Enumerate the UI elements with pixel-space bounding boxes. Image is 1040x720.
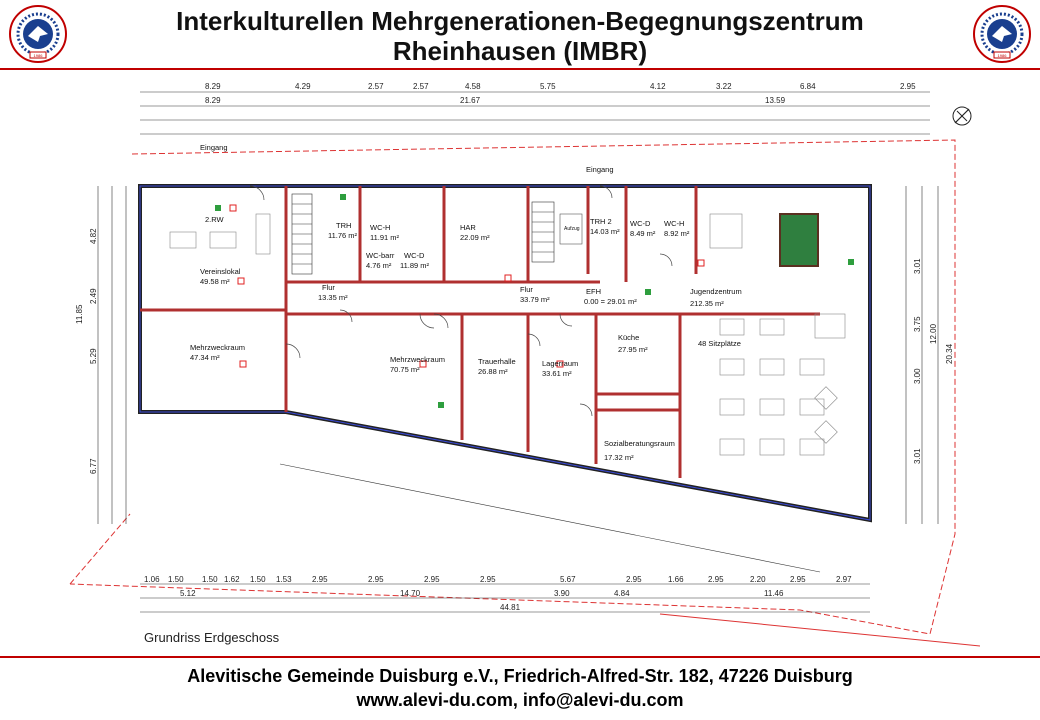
building-outline — [140, 186, 870, 520]
dim-bottom-13: 1.66 — [668, 575, 684, 584]
logo-year: 1986 — [33, 53, 43, 58]
room-trauerhalle-name: Trauerhalle — [478, 357, 516, 366]
footer-address: Alevitische Gemeinde Duisburg e.V., Friedrich-Alfred-Str. 182, 47226 Duisburg — [187, 666, 853, 686]
room-flur2-name: Flur — [520, 285, 533, 294]
entrance-label: Eingang — [200, 143, 228, 152]
room-kueche-area: 27.95 m² — [618, 345, 648, 354]
room-mehrzweck1-name: Mehrzweckraum — [190, 343, 246, 352]
dim-bottom-mid-5: 11.46 — [764, 589, 784, 598]
room-efh-area: 0.00 = 29.01 m² — [584, 297, 637, 306]
room-wcbarr-name: WC-barr — [366, 251, 395, 260]
room-flur1-name: Flur — [322, 283, 335, 292]
dim-bottom-mid-2: 14.70 — [400, 589, 421, 598]
aufzug-label: Aufzug — [564, 226, 580, 232]
dim-right-3: 3.00 — [913, 368, 922, 384]
room-har-name: HAR — [460, 223, 476, 232]
plan-caption: Grundriss Erdgeschoss — [144, 630, 280, 645]
north-arrow-icon — [953, 107, 971, 125]
dim-right-4: 3.01 — [913, 448, 922, 464]
dim-bottom-4: 1.62 — [224, 575, 240, 584]
bottom-dimension-labels — [144, 575, 852, 612]
dim-top-6: 5.75 — [540, 82, 556, 91]
dim-bottom-2: 1.50 — [168, 575, 184, 584]
room-sozial-area: 17.32 m² — [604, 453, 634, 462]
room-trh-name: TRH — [336, 221, 352, 230]
dim-bottom-6: 1.53 — [276, 575, 292, 584]
seats-label: 48 Sitzplätze — [698, 339, 741, 348]
dim-top-8: 3.22 — [716, 82, 732, 91]
right-dimension-labels — [913, 258, 954, 464]
dim-top-row2-1: 8.29 — [205, 96, 221, 105]
dim-top-3: 2.57 — [368, 82, 384, 91]
room-lager-name: Lagerraum — [542, 359, 579, 368]
dim-bottom-5: 1.50 — [250, 575, 266, 584]
entrance2-label: Eingang — [586, 165, 614, 174]
dim-bottom-16: 2.95 — [790, 575, 806, 584]
room-wch2-area: 8.92 m² — [664, 229, 690, 238]
room-flur2-area: 33.79 m² — [520, 295, 550, 304]
room-sozial-name: Sozialberatungsraum — [604, 439, 675, 448]
footer-divider — [0, 656, 1040, 658]
room-trauerhalle-area: 26.88 m² — [478, 367, 508, 376]
header-divider — [0, 68, 1040, 70]
room-trh-area: 11.76 m² — [328, 231, 358, 240]
room-lager-area: 33.61 m² — [542, 369, 572, 378]
dim-bottom-mid-4: 4.84 — [614, 589, 630, 598]
dim-top-2: 4.29 — [295, 82, 311, 91]
dim-bottom-15: 2.20 — [750, 575, 766, 584]
right-dimension-lines — [906, 186, 938, 524]
dim-bottom-8: 2.95 — [368, 575, 384, 584]
sewer-line — [660, 614, 980, 646]
dim-bottom-10: 2.95 — [480, 575, 496, 584]
room-wcd-name: WC-D — [404, 251, 425, 260]
dim-left-5: 11.85 — [75, 304, 84, 324]
room-mehrzweck2-name: Mehrzweckraum — [390, 355, 446, 364]
left-dimension-labels — [75, 228, 98, 474]
room-wch-name: WC-H — [370, 223, 391, 232]
dim-top-7: 4.12 — [650, 82, 666, 91]
left-dimension-lines — [98, 186, 126, 524]
room-efh-name: EFH — [586, 287, 601, 296]
dim-top-1: 8.29 — [205, 82, 221, 91]
dim-top-total: 21.67 — [460, 96, 481, 105]
dim-right-2: 3.75 — [913, 316, 922, 332]
floor-plan — [60, 74, 980, 658]
room-jugend-name: Jugendzentrum — [690, 287, 742, 296]
room-vereinslokal-name: Vereinslokal — [200, 267, 241, 276]
dim-bottom-17: 2.97 — [836, 575, 852, 584]
room-flur1-area: 13.35 m² — [318, 293, 348, 302]
dim-top-4: 2.57 — [413, 82, 429, 91]
dim-right-total: 20.34 — [945, 343, 954, 364]
dim-bottom-mid-3: 3.90 — [554, 589, 570, 598]
dim-top-5: 4.58 — [465, 82, 481, 91]
page-title-line2: Rheinhausen (IMBR) — [392, 36, 648, 66]
rw-label-1: 2.RW — [205, 215, 224, 224]
dim-bottom-14: 2.95 — [708, 575, 724, 584]
footer-contact: www.alevi-du.com, info@alevi-du.com — [356, 690, 684, 710]
room-wcd2-area: 8.49 m² — [630, 229, 656, 238]
dim-left-2: 2.49 — [89, 288, 98, 304]
dim-top-10: 2.95 — [900, 82, 916, 91]
billiard-table-icon — [780, 214, 818, 266]
dim-right-mid: 12.00 — [929, 323, 938, 344]
page-title-line1: Interkulturellen Mehrgenerationen-Begegnungszentrum — [176, 6, 864, 36]
dim-bottom-3: 1.50 — [202, 575, 218, 584]
room-jugend-area: 212.35 m² — [690, 299, 724, 308]
dim-bottom-7: 2.95 — [312, 575, 328, 584]
room-mehrzweck2-area: 70.75 m² — [390, 365, 420, 374]
room-vereinslokal-area: 49.58 m² — [200, 277, 230, 286]
top-dimension-lines — [140, 92, 930, 134]
room-wcbarr-area: 4.76 m² — [366, 261, 392, 270]
room-wch-area: 11.91 m² — [370, 233, 400, 242]
room-wcd-area: 11.89 m² — [400, 261, 430, 270]
dim-bottom-11: 5.67 — [560, 575, 576, 584]
dim-left-1: 4.82 — [89, 228, 98, 244]
dim-bottom-9: 2.95 — [424, 575, 440, 584]
logo-year-right: 1986 — [997, 53, 1007, 58]
dim-left-3: 5.29 — [89, 348, 98, 364]
room-wch2-name: WC-H — [664, 219, 685, 228]
room-trh2-name: TRH 2 — [590, 217, 612, 226]
dim-top-9: 6.84 — [800, 82, 816, 91]
room-kueche-name: Küche — [618, 333, 640, 342]
dim-bottom-total: 44.81 — [500, 603, 521, 612]
dim-left-4: 6.77 — [89, 458, 98, 474]
dim-bottom-mid-1: 5.12 — [180, 589, 196, 598]
room-trh2-area: 14.03 m² — [590, 227, 620, 236]
room-mehrzweck1-area: 47.34 m² — [190, 353, 220, 362]
room-har-area: 22.09 m² — [460, 233, 490, 242]
dim-bottom-1: 1.06 — [144, 575, 160, 584]
dim-right-1: 3.01 — [913, 258, 922, 274]
dim-bottom-12: 2.95 — [626, 575, 642, 584]
dim-top-right: 13.59 — [765, 96, 786, 105]
top-dimension-labels — [205, 82, 916, 105]
room-wcd2-name: WC-D — [630, 219, 651, 228]
